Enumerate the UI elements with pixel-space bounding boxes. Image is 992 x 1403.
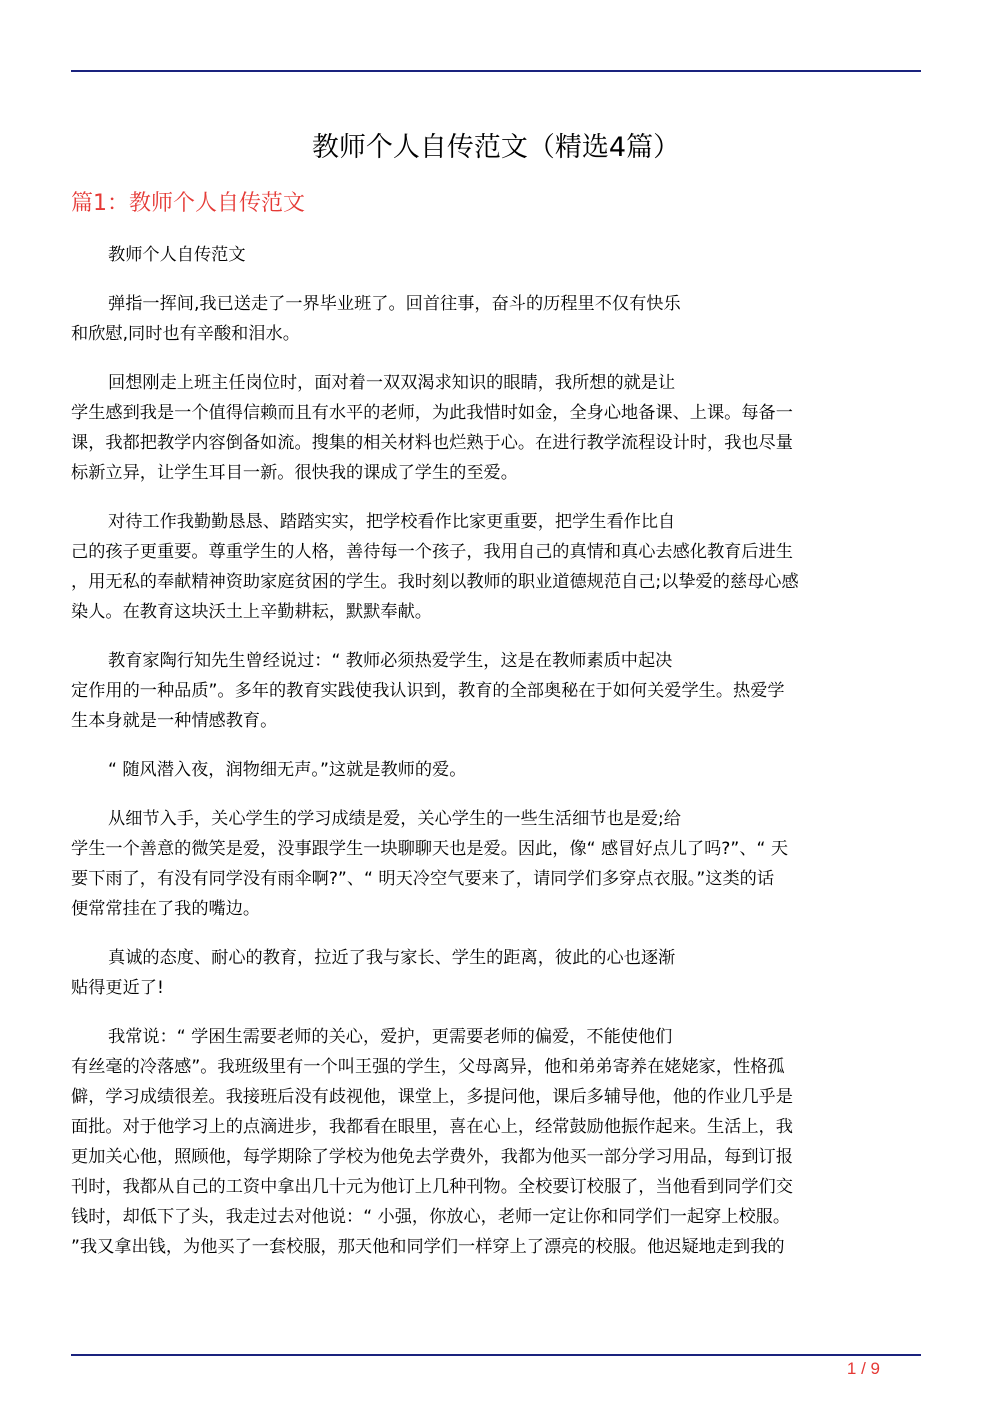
paragraph-line: 有丝毫的冷落感”。我班级里有一个叫王强的学生，父母离异，他和弟弟寄养在姥姥家，性格孤 [71, 1057, 785, 1077]
paragraph [71, 646, 919, 736]
paragraph-line: 要下雨了，有没有同学没有雨伞啊?”、“ 明天冷空气要来了，请同学们多穿点衣服。”这类的话 [71, 869, 775, 889]
document-title: 教师个人自传范文（精选4篇） [311, 132, 681, 163]
paragraph [71, 507, 919, 627]
paragraph-line: 真诚的态度、耐心的教育，拉近了我与家长、学生的距离，彼此的心也逐渐 [108, 948, 676, 968]
paragraph-line: 对待工作我勤勤恳恳、踏踏实实，把学校看作比家更重要，把学生看作比自 [108, 512, 676, 532]
paragraph-line: ”我又拿出钱，为他买了一套校服，那天他和同学们一样穿上了漂亮的校服。他迟疑地走到我的 [71, 1237, 785, 1257]
paragraph-line: 弹指一挥间,我已送走了一界毕业班了。回首往事，奋斗的历程里不仅有快乐 [108, 294, 681, 314]
paragraph [71, 755, 919, 785]
paragraph-line: 从细节入手，关心学生的学习成绩是爱，关心学生的一些生活细节也是爱;给 [108, 809, 681, 829]
header-rule [71, 70, 921, 72]
paragraph [71, 804, 919, 924]
paragraph-line: 课，我都把教学内容倒备如流。搜集的相关材料也烂熟于心。在进行教学流程设计时，我也尽量 [71, 433, 793, 453]
paragraph [71, 943, 919, 1003]
paragraph [71, 240, 919, 270]
paragraph [71, 368, 919, 488]
paragraph-line: 染人。在教育这块沃土上辛勤耕耘，默默奉献。 [71, 602, 432, 622]
paragraph-line: 回想刚走上班主任岗位时，面对着一双双渴求知识的眼睛，我所想的就是让 [108, 373, 676, 393]
document-body [71, 240, 919, 1281]
section-heading: 篇1：教师个人自传范文 [71, 191, 305, 216]
paragraph-line: 刊时，我都从自己的工资中拿出几十元为他订上几种刊物。全校要订校服了，当他看到同学们交 [71, 1177, 793, 1197]
paragraph [71, 1022, 919, 1262]
paragraph-line: 我常说：“ 学困生需要老师的关心，爱护，更需要老师的偏爱，不能使他们 [108, 1027, 673, 1047]
paragraph-line: 定作用的一种品质”。多年的教育实践使我认识到，教育的全部奥秘在于如何关爱学生。热爱学 [71, 681, 785, 701]
paragraph-line: 贴得更近了! [71, 978, 164, 998]
paragraph-line: 学生一个善意的微笑是爱，没事跟学生一块聊聊天也是爱。因此，像“ 感冒好点儿了吗?”、“ 天 [71, 839, 789, 859]
paragraph-line: 面批。对于他学习上的点滴进步，我都看在眼里，喜在心上，经常鼓励他振作起来。生活上，我 [71, 1117, 793, 1137]
paragraph-line: 己的孩子更重要。尊重学生的人格，善待每一个孩子，我用自己的真情和真心去感化教育后进生 [71, 542, 793, 562]
paragraph-line: 标新立异，让学生耳目一新。很快我的课成了学生的至爱。 [71, 463, 518, 483]
paragraph-line: 钱时，却低下了头，我走过去对他说：“ 小强，你放心，老师一定让你和同学们一起穿上校服。 [71, 1207, 791, 1227]
paragraph-line: “ 随风潜入夜，润物细无声。”这就是教师的爱。 [108, 760, 467, 780]
paragraph-line: 僻，学习成绩很差。我接班后没有歧视他，课堂上，多提问他，课后多辅导他，他的作业几乎是 [71, 1087, 793, 1107]
paragraph [71, 289, 919, 349]
paragraph-line: ，用无私的奉献精神资助家庭贫困的学生。我时刻以教师的职业道德规范自己;以挚爱的慈母心感 [71, 572, 799, 592]
paragraph-line: 便常常挂在了我的嘴边。 [71, 899, 261, 919]
paragraph-line: 生本身就是一种情感教育。 [71, 711, 278, 731]
paragraph-line: 学生感到我是一个值得信赖而且有水平的老师，为此我惜时如金，全身心地备课、上课。每备一 [71, 403, 793, 423]
paragraph-line: 教育家陶行知先生曾经说过：“ 教师必须热爱学生，这是在教师素质中起决 [108, 651, 673, 671]
paragraph-line: 和欣慰,同时也有辛酸和泪水。 [71, 324, 300, 344]
paragraph-line: 更加关心他，照顾他，每学期除了学校为他免去学费外，我都为他买一部分学习用品，每到订报 [71, 1147, 793, 1167]
page-number: 1 / 9 [846, 1359, 880, 1378]
paragraph-line: 教师个人自传范文 [108, 245, 246, 265]
